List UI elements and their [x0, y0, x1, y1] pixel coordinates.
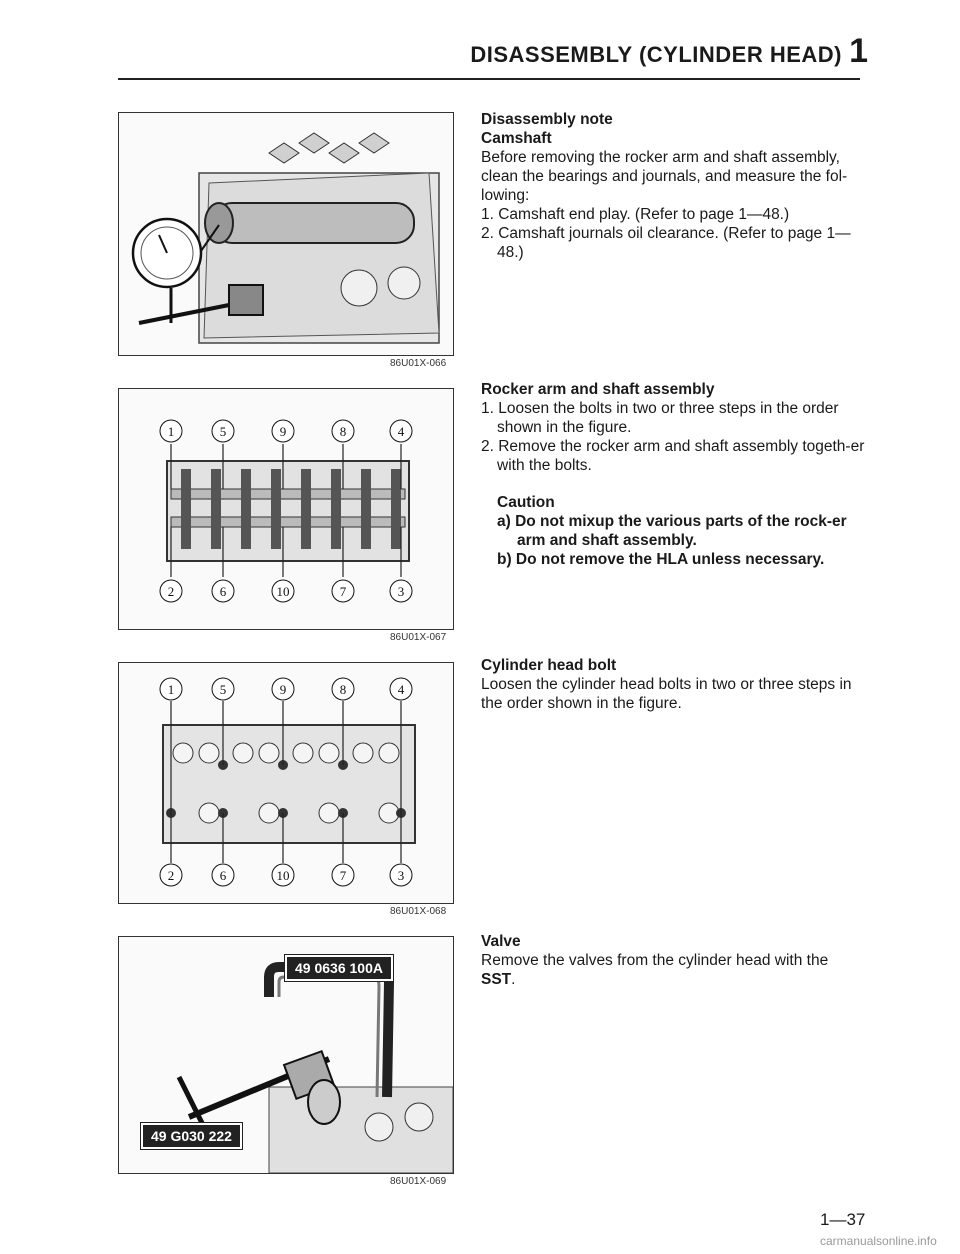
header-rule — [118, 78, 860, 80]
bolt-number: 7 — [339, 584, 347, 599]
figure-valve-removal — [118, 936, 454, 1174]
list-item: 1. Loosen the bolts in two or three steps in the order shown in the figure. — [481, 400, 839, 436]
bolt-number: 8 — [339, 424, 347, 439]
bolt-number: 3 — [397, 584, 405, 599]
section-valve — [481, 932, 866, 989]
figure-code: 86U01X-066 — [390, 358, 447, 369]
disassembly-note-heading: Disassembly note — [481, 111, 613, 128]
figure-head-bolt-order — [118, 662, 454, 904]
section-rocker-arm — [481, 380, 866, 569]
valve-body-text: Remove the valves from the cylinder head with the — [481, 952, 829, 969]
bolt-number: 2 — [167, 584, 175, 599]
bolt-number: 2 — [167, 868, 175, 883]
figure-rocker-bolt-order — [118, 388, 454, 630]
watermark: carmanualsonline.info — [820, 1234, 937, 1248]
caution-heading: Caution — [497, 494, 555, 511]
bolt-number: 6 — [219, 868, 227, 883]
list-item: 1. Camshaft end play. (Refer to page 1—48.) — [481, 206, 790, 223]
sst-tag-compressor: 49 0636 100A — [285, 955, 393, 981]
head-bolt-heading: Cylinder head bolt — [481, 657, 617, 674]
sst-label: SST — [481, 971, 512, 988]
bolt-number: 9 — [279, 424, 287, 439]
rocker-list — [481, 399, 866, 475]
valve-body — [481, 951, 866, 989]
camshaft-body: Before removing the rocker arm and shaft assembly, clean the bearings and journals, and measure the fol-lowing: — [481, 149, 848, 204]
bolt-number: 8 — [339, 682, 347, 697]
list-item: 2. Camshaft journals oil clearance. (Refer to page 1—48.) — [481, 225, 851, 261]
bolt-number: 6 — [219, 584, 227, 599]
caution-box — [481, 493, 866, 569]
bolt-number: 10 — [276, 584, 290, 599]
cylinder-head-illustration — [119, 663, 453, 903]
bolt-number: 10 — [276, 868, 290, 883]
camshaft-illustration — [119, 113, 453, 355]
bolt-number: 4 — [397, 424, 405, 439]
bolt-number: 1 — [167, 424, 175, 439]
bolt-number: 4 — [397, 682, 405, 697]
bolt-number: 1 — [167, 682, 175, 697]
head-bolt-body: Loosen the cylinder head bolts in two or three steps in the order shown in the figure. — [481, 676, 852, 712]
rocker-arm-illustration — [119, 389, 453, 629]
section-cylinder-head-bolt — [481, 656, 866, 713]
rocker-heading: Rocker arm and shaft assembly — [481, 381, 715, 398]
figure-code: 86U01X-068 — [390, 906, 447, 917]
caution-item: a) Do not mixup the various parts of the rock-er arm and shaft assembly. — [497, 513, 847, 549]
valve-body-end: . — [511, 971, 516, 988]
valve-heading: Valve — [481, 933, 521, 950]
page-header — [0, 0, 960, 82]
page-title: DISASSEMBLY (CYLINDER HEAD) — [470, 42, 842, 67]
camshaft-heading: Camshaft — [481, 130, 552, 147]
sst-tag-attachment: 49 G030 222 — [141, 1123, 242, 1149]
bolt-number: 5 — [219, 682, 227, 697]
figure-camshaft-end-play — [118, 112, 454, 356]
bolt-number: 3 — [397, 868, 405, 883]
bolt-number: 9 — [279, 682, 287, 697]
caution-item: b) Do not remove the HLA unless necessary. — [497, 551, 825, 568]
figure-code: 86U01X-067 — [390, 632, 447, 643]
camshaft-list — [481, 205, 866, 262]
bolt-number: 7 — [339, 868, 347, 883]
page-number: 1—37 — [820, 1210, 866, 1229]
list-item: 2. Remove the rocker arm and shaft assembly togeth-er with the bolts. — [481, 438, 865, 474]
bolt-number: 5 — [219, 424, 227, 439]
chapter-number: 1 — [849, 32, 868, 70]
section-camshaft — [481, 110, 866, 262]
figure-code: 86U01X-069 — [390, 1176, 447, 1187]
